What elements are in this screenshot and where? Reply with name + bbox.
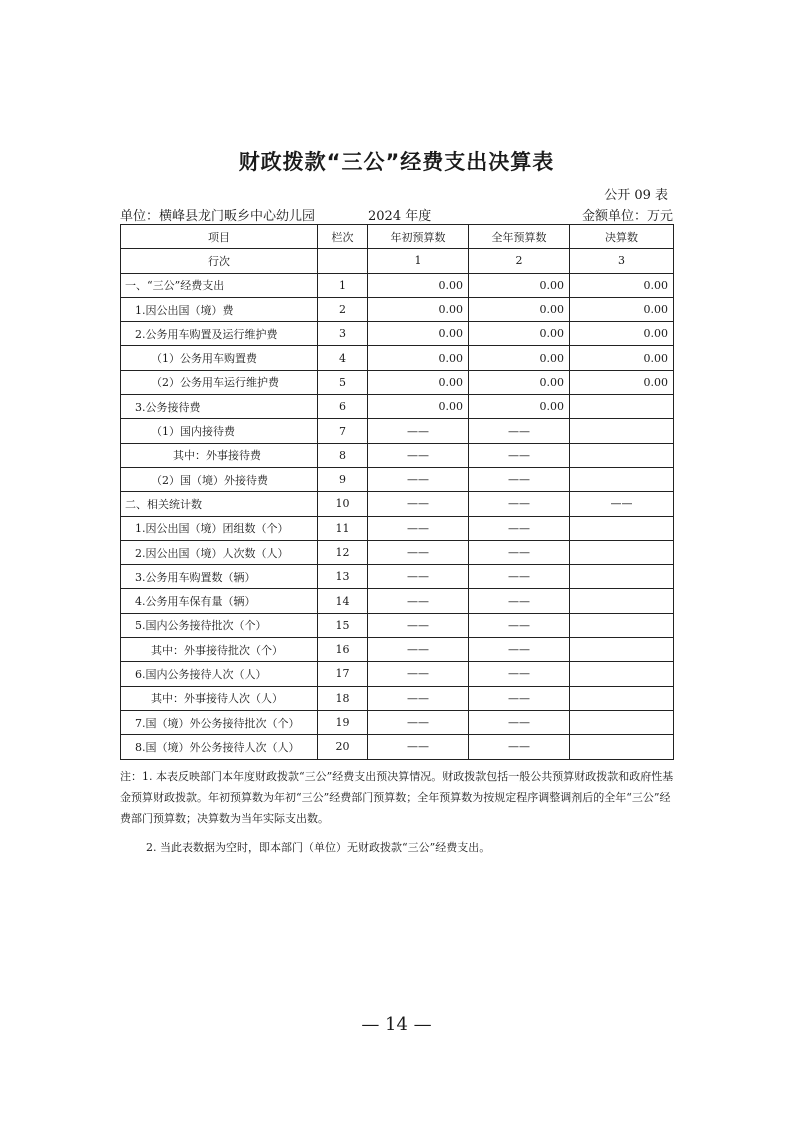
item-cell: （1）国内接待费: [121, 419, 318, 443]
annual-budget-cell: ——: [469, 613, 570, 637]
initial-budget-cell: 0.00: [368, 395, 469, 419]
final-cell: [570, 516, 674, 540]
table-row: [121, 540, 674, 564]
table-row: [121, 686, 674, 710]
col-cell: 5: [318, 370, 368, 394]
annual-budget-cell: ——: [469, 662, 570, 686]
note-1: 注：1. 本表反映部门本年度财政拨款“三公”经费支出预决算情况。财政拨款包括一般公共预算财政拨款和政府性基金预算财政拨款。年初预算数为年初“三公”经费部门预算数；全年预算数为按规定程序调整调剂后的全年“三公”经费部门预算数；决算数为当年实际支出数。: [120, 770, 674, 825]
header-cell-annual-budget: 全年预算数: [469, 225, 570, 249]
final-cell: [570, 710, 674, 734]
item-cell: （1）公务用车购置费: [121, 346, 318, 370]
col-cell: 8: [318, 443, 368, 467]
table-row: [121, 273, 674, 297]
final-cell: [570, 613, 674, 637]
money-unit-label: 金额单位：万元: [581, 209, 673, 224]
initial-budget-cell: ——: [368, 443, 469, 467]
subheader-cell-2: 2: [469, 249, 570, 273]
final-cell: 0.00: [570, 322, 674, 346]
final-cell: [570, 735, 674, 759]
unit-label: 单位：横峰县龙门畈乡中心幼儿园: [120, 209, 316, 224]
annual-budget-cell: ——: [469, 710, 570, 734]
item-cell: 1.因公出国（境）团组数（个）: [121, 516, 318, 540]
col-cell: 1: [318, 273, 368, 297]
final-cell: [570, 589, 674, 613]
initial-budget-cell: 0.00: [368, 346, 469, 370]
table-row: [121, 346, 674, 370]
annual-budget-cell: ——: [469, 419, 570, 443]
final-cell: 0.00: [570, 273, 674, 297]
final-cell: ——: [570, 492, 674, 516]
initial-budget-cell: ——: [368, 492, 469, 516]
annual-budget-cell: 0.00: [469, 322, 570, 346]
col-cell: 16: [318, 638, 368, 662]
col-cell: 13: [318, 565, 368, 589]
table-row: [121, 565, 674, 589]
table-row: [121, 395, 674, 419]
initial-budget-cell: 0.00: [368, 297, 469, 321]
table-row: [121, 638, 674, 662]
table-row: [121, 419, 674, 443]
initial-budget-cell: ——: [368, 613, 469, 637]
item-cell: 2.因公出国（境）人次数（人）: [121, 540, 318, 564]
initial-budget-cell: ——: [368, 540, 469, 564]
annual-budget-cell: ——: [469, 589, 570, 613]
annual-budget-cell: 0.00: [469, 346, 570, 370]
final-cell: [570, 686, 674, 710]
item-cell: 其中：外事接待批次（个）: [121, 638, 318, 662]
annual-budget-cell: ——: [469, 735, 570, 759]
col-cell: 17: [318, 662, 368, 686]
final-cell: [570, 395, 674, 419]
annual-budget-cell: ——: [469, 686, 570, 710]
col-cell: 15: [318, 613, 368, 637]
item-cell: （2）公务用车运行维护费: [121, 370, 318, 394]
annual-budget-cell: ——: [469, 516, 570, 540]
initial-budget-cell: 0.00: [368, 273, 469, 297]
item-cell: 二、相关统计数: [121, 492, 318, 516]
item-cell: 5.国内公务接待批次（个）: [121, 613, 318, 637]
table-row: [121, 443, 674, 467]
table-row: [121, 370, 674, 394]
col-cell: 12: [318, 540, 368, 564]
form-code: 公开 09 表: [604, 188, 668, 203]
initial-budget-cell: ——: [368, 565, 469, 589]
annual-budget-cell: ——: [469, 467, 570, 491]
header-cell-item: 项目: [121, 225, 318, 249]
item-cell: （2）国（境）外接待费: [121, 467, 318, 491]
initial-budget-cell: ——: [368, 467, 469, 491]
header-cell-col: 栏次: [318, 225, 368, 249]
annual-budget-cell: ——: [469, 565, 570, 589]
table-row: [121, 613, 674, 637]
table-row: [121, 297, 674, 321]
page-number: — 14 —: [361, 1014, 432, 1035]
col-cell: 11: [318, 516, 368, 540]
item-cell: 3.公务用车购置数（辆）: [121, 565, 318, 589]
annual-budget-cell: 0.00: [469, 395, 570, 419]
col-cell: 20: [318, 735, 368, 759]
initial-budget-cell: ——: [368, 686, 469, 710]
subheader-cell-3: 3: [570, 249, 674, 273]
annual-budget-cell: 0.00: [469, 297, 570, 321]
col-cell: 7: [318, 419, 368, 443]
item-cell: 7.国（境）外公务接待批次（个）: [121, 710, 318, 734]
note-2: 2. 当此表数据为空时，即本部门（单位）无财政拨款“三公”经费支出。: [146, 841, 491, 854]
table-subheader-row: [121, 249, 674, 273]
annual-budget-cell: ——: [469, 638, 570, 662]
notes: [120, 766, 680, 858]
col-cell: 4: [318, 346, 368, 370]
initial-budget-cell: ——: [368, 589, 469, 613]
table-row: [121, 492, 674, 516]
subheader-cell-item: 行次: [121, 249, 318, 273]
report-table: [120, 224, 674, 760]
initial-budget-cell: ——: [368, 419, 469, 443]
header-cell-initial-budget: 年初预算数: [368, 225, 469, 249]
item-cell: 4.公务用车保有量（辆）: [121, 589, 318, 613]
item-cell: 2.公务用车购置及运行维护费: [121, 322, 318, 346]
initial-budget-cell: ——: [368, 516, 469, 540]
annual-budget-cell: ——: [469, 443, 570, 467]
table-row: [121, 322, 674, 346]
initial-budget-cell: ——: [368, 735, 469, 759]
annual-budget-cell: ——: [469, 492, 570, 516]
initial-budget-cell: 0.00: [368, 370, 469, 394]
initial-budget-cell: ——: [368, 662, 469, 686]
table-row: [121, 662, 674, 686]
final-cell: [570, 565, 674, 589]
subheader-cell-1: 1: [368, 249, 469, 273]
item-cell: 1.因公出国（境）费: [121, 297, 318, 321]
item-cell: 其中：外事接待人次（人）: [121, 686, 318, 710]
col-cell: 6: [318, 395, 368, 419]
final-cell: 0.00: [570, 370, 674, 394]
table-row: [121, 589, 674, 613]
page-title: 财政拨款“三公”经费支出决算表: [238, 150, 555, 174]
col-cell: 9: [318, 467, 368, 491]
year-label: 2024 年度: [368, 209, 432, 224]
final-cell: [570, 662, 674, 686]
col-cell: 10: [318, 492, 368, 516]
final-cell: 0.00: [570, 346, 674, 370]
table-row: [121, 516, 674, 540]
item-cell: 6.国内公务接待人次（人）: [121, 662, 318, 686]
initial-budget-cell: 0.00: [368, 322, 469, 346]
final-cell: 0.00: [570, 297, 674, 321]
annual-budget-cell: 0.00: [469, 273, 570, 297]
final-cell: [570, 419, 674, 443]
table-row: [121, 467, 674, 491]
item-cell: 一、“三公”经费支出: [121, 273, 318, 297]
meta-row: [120, 205, 673, 223]
item-cell: 其中：外事接待费: [121, 443, 318, 467]
initial-budget-cell: ——: [368, 710, 469, 734]
table-row: [121, 735, 674, 759]
col-cell: 3: [318, 322, 368, 346]
col-cell: 19: [318, 710, 368, 734]
col-cell: 2: [318, 297, 368, 321]
table-row: [121, 710, 674, 734]
initial-budget-cell: ——: [368, 638, 469, 662]
col-cell: 14: [318, 589, 368, 613]
final-cell: [570, 540, 674, 564]
annual-budget-cell: 0.00: [469, 370, 570, 394]
final-cell: [570, 638, 674, 662]
final-cell: [570, 443, 674, 467]
subheader-cell-col: [318, 249, 368, 273]
col-cell: 18: [318, 686, 368, 710]
item-cell: 8.国（境）外公务接待人次（人）: [121, 735, 318, 759]
table-header-row: [121, 225, 674, 249]
header-cell-final: 决算数: [570, 225, 674, 249]
final-cell: [570, 467, 674, 491]
annual-budget-cell: ——: [469, 540, 570, 564]
item-cell: 3.公务接待费: [121, 395, 318, 419]
